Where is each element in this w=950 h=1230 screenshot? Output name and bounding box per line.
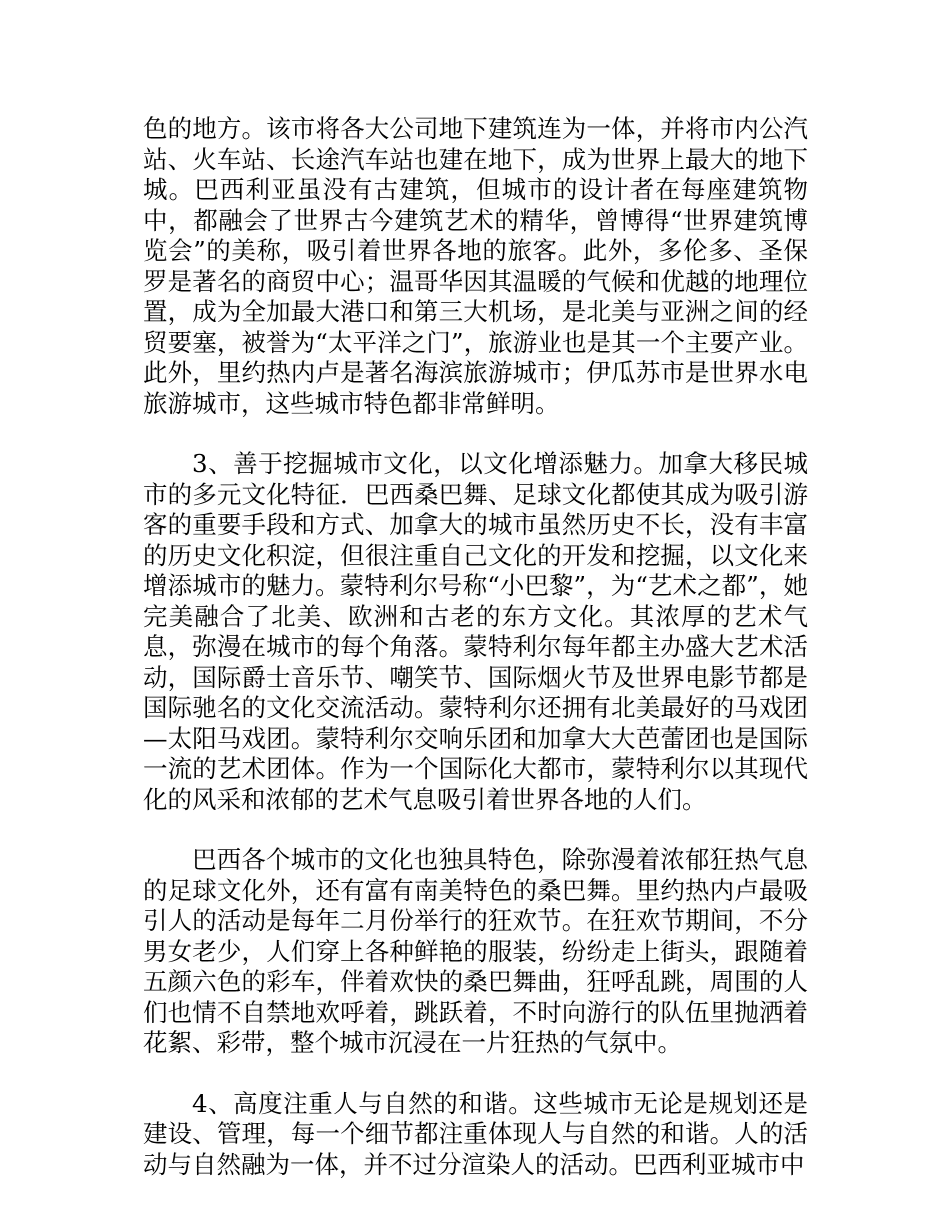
document-page: [143, 114, 808, 1210]
paragraph-nature-harmony: 4、高度注重人与自然的和谐。这些城市无论是规划还是建设、管理，每一个细节都注重体现人与自然的和谐。人的活动与自然融为一体，并不过分渲染人的活动。巴西利亚城市中: [143, 1088, 808, 1179]
paragraph-brazil-culture: 巴西各个城市的文化也独具特色，除弥漫着浓郁狂热气息的足球文化外，还有富有南美特色的桑巴舞。里约热内卢最吸引人的活动是每年二月份举行的狂欢节。在狂欢节期间，不分男女老少，人们穿上各种鲜艳的服装，纷纷走上街头，跟随着五颜六色的彩车，伴着欢快的桑巴舞曲，狂呼乱跳，周围的人们也情不自禁地欢呼着，跳跃着，不时向游行的队伍里抛洒着花絮、彩带，整个城市沉浸在一片狂热的气氛中。: [143, 845, 808, 1057]
paragraph-city-features: 色的地方。该市将各大公司地下建筑连为一体，并将市内公汽站、火车站、长途汽车站也建在地下，成为世界上最大的地下城。巴西利亚虽没有古建筑，但城市的设计者在每座建筑物中，都融会了世界古今建筑艺术的精华，曾博得“世界建筑博览会”的美称，吸引着世界各地的旅客。此外，多伦多、圣保罗是著名的商贸中心；温哥华因其温暖的气候和优越的地理位置，成为全加最大港口和第三大机场，是北美与亚洲之间的经贸要塞，被誉为“太平洋之门”，旅游业也是其一个主要产业。此外，里约热内卢是著名海滨旅游城市；伊瓜苏市是世界水电旅游城市，这些城市特色都非常鲜明。: [143, 114, 808, 418]
paragraph-city-culture: 3、善于挖掘城市文化，以文化增添魅力。加拿大移民城市的多元文化特征．巴西桑巴舞、足球文化都使其成为吸引游客的重要手段和方式、加拿大的城市虽然历史不长，没有丰富的历史文化积淀，但很注重自己文化的开发和挖掘，以文化来增添城市的魅力。蒙特利尔号称“小巴黎”，为“艺术之都”，她完美融合了北美、欧洲和古老的东方文化。其浓厚的艺术气息，弥漫在城市的每个角落。蒙特利尔每年都主办盛大艺术活动，国际爵士音乐节、嘲笑节、国际烟火节及世界电影节都是国际驰名的文化交流活动。蒙特利尔还拥有北美最好的马戏团—太阳马戏团。蒙特利尔交响乐团和加拿大大芭蕾团也是国际一流的艺术团体。作为一个国际化大都市，蒙特利尔以其现代化的风采和浓郁的艺术气息吸引着世界各地的人们。: [143, 449, 808, 814]
